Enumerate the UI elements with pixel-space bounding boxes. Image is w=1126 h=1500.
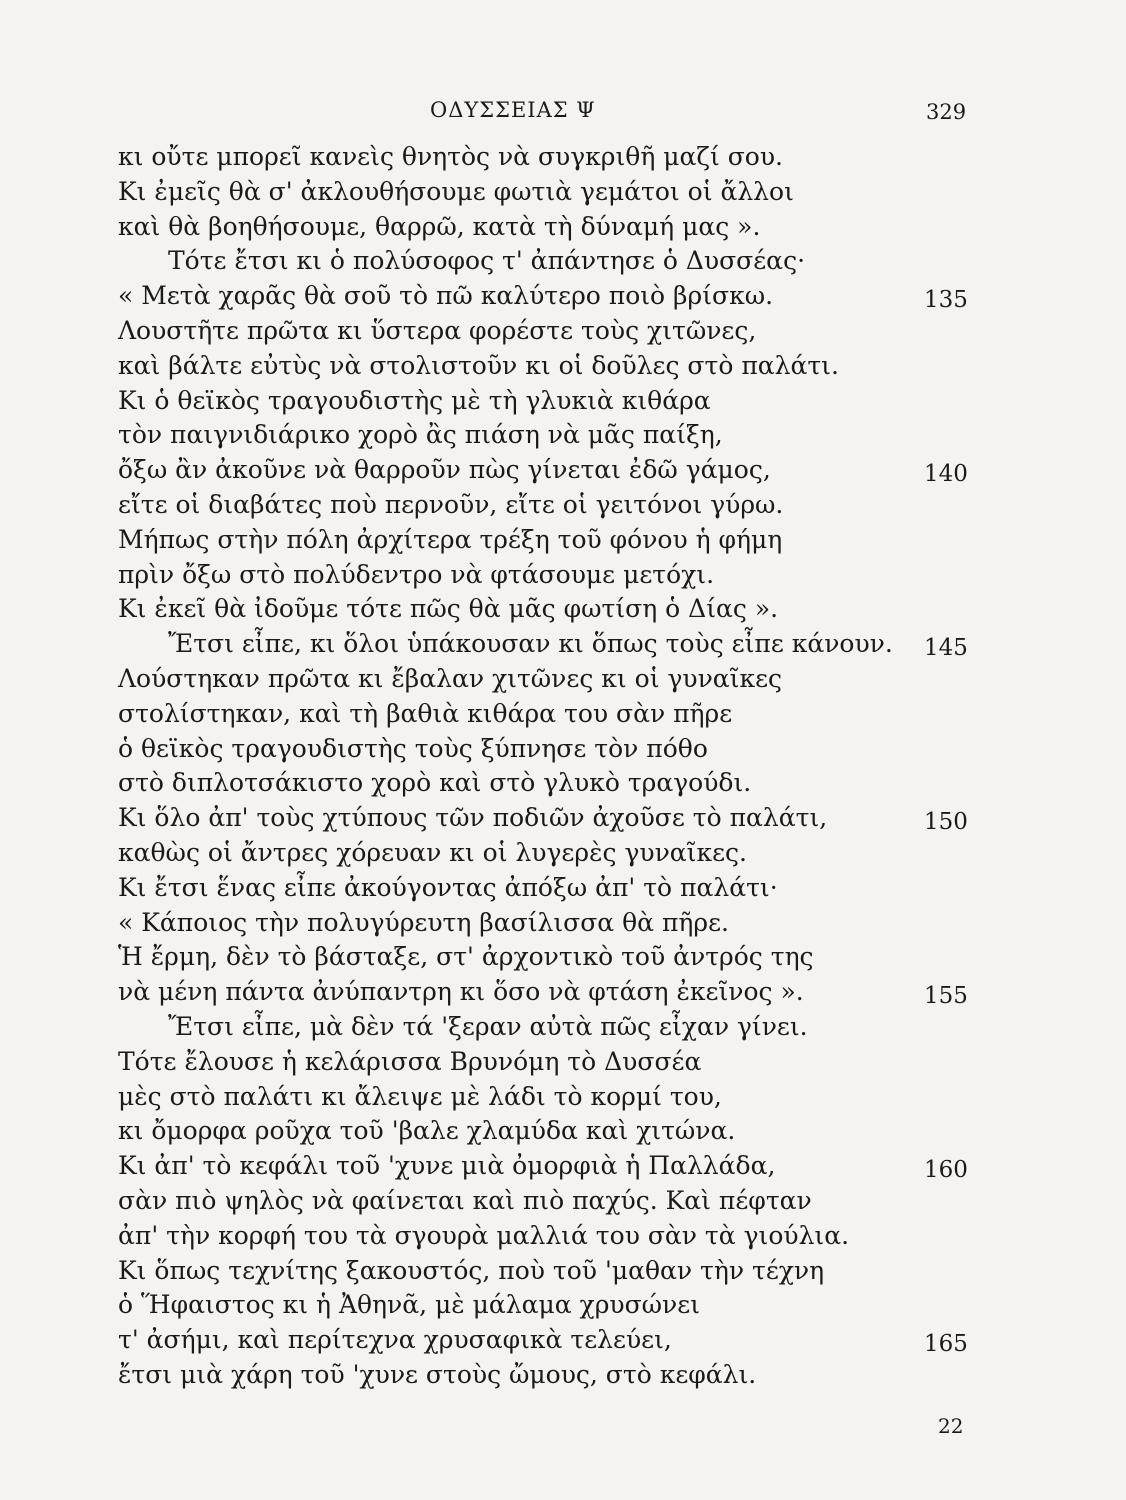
verse-text: στὸ διπλοτσάκιστο χορὸ καὶ στὸ γλυκὸ τραγούδι. <box>118 768 752 798</box>
verse-text: Ἔτσι εἶπε, μὰ δὲν τά 'ξεραν αὐτὰ πῶς εἶχαν γίνει. <box>168 1011 808 1041</box>
verse-text: στολίστηκαν, καὶ τὴ βαθιὰ κιθάρα του σὰν πῆρε <box>118 698 733 728</box>
verse-line <box>0 975 1126 1010</box>
verse-text: εἴτε οἱ διαβάτες ποὺ περνοῦν, εἴτε οἱ γειτόνοι γύρω. <box>118 489 784 519</box>
verse-text: κι ὄμορφα ροῦχα τοῦ 'βαλε χλαμύδα καὶ χιτώνα. <box>118 1116 736 1146</box>
verse-text: σὰν πιὸ ψηλὸς νὰ φαίνεται καὶ πιὸ παχύς. Καὶ πέφταν <box>118 1185 812 1215</box>
verse-text: Τότε ἔλουσε ἡ κελάρισσα Βρυνόμη τὸ Δυσσέα <box>118 1046 702 1076</box>
verse-text: Λουστῆτε πρῶτα κι ὕστερα φορέστε τοὺς χιτῶνες, <box>118 315 757 345</box>
verse-text: Κι ὁ θεϊκὸς τραγουδιστὴς μὲ τὴ γλυκιὰ κιθάρα <box>118 385 711 415</box>
running-title: ΟΔΥΣΣΕΙΑΣ Ψ <box>430 98 596 122</box>
verse-text: Κι ὅπως τεχνίτης ξακουστός, ποὺ τοῦ 'μαθαν τὴν τέχνη <box>118 1255 825 1285</box>
verse-line <box>0 210 1126 245</box>
verse-text: Τότε ἔτσι κι ὁ πολύσοφος τ' ἀπάντησε ὁ Δυσσέας· <box>168 246 806 276</box>
verse-line <box>0 175 1126 210</box>
verse-line <box>0 871 1126 906</box>
page-header <box>0 98 1126 128</box>
verse-text: καὶ θὰ βοηθήσουμε, θαρρῶ, κατὰ τὴ δύναμή μας ». <box>118 211 761 241</box>
verse-text: ἀπ' τὴν κορφή του τὰ σγουρὰ μαλλιά του σὰν τὰ γιούλια. <box>118 1220 850 1250</box>
verse-number: 140 <box>924 461 968 488</box>
verse-text: κι οὔτε μπορεῖ κανεὶς θνητὸς νὰ συγκριθῆ μαζί σου. <box>118 142 783 171</box>
verse-line <box>0 1045 1126 1080</box>
signature-mark: 22 <box>938 1414 964 1438</box>
verse-line <box>0 1184 1126 1219</box>
verse-line <box>0 1358 1126 1393</box>
verse-line <box>0 662 1126 697</box>
verse-line <box>0 1080 1126 1115</box>
verse-line <box>0 1219 1126 1254</box>
verse-text: ὁ Ἥφαιστος κι ἡ Ἀθηνᾶ, μὲ μάλαμα χρυσώνει <box>118 1290 700 1320</box>
verse-text: « Μετὰ χαρᾶς θὰ σοῦ τὸ πῶ καλύτερο ποιὸ βρίσκω. <box>118 281 774 311</box>
verse-line <box>0 940 1126 975</box>
verse-number: 145 <box>924 635 968 662</box>
verse-line <box>0 384 1126 419</box>
verse-number: 160 <box>924 1157 968 1184</box>
verse-text: μὲς στὸ παλάτι κι ἄλειψε μὲ λάδι τὸ κορμί του, <box>118 1081 722 1111</box>
verse-text: Κι ὅλο ἀπ' τοὺς χτύπους τῶν ποδιῶν ἀχοῦσε τὸ παλάτι, <box>118 803 828 833</box>
verse-line <box>0 836 1126 871</box>
verse-line <box>0 1010 1126 1045</box>
verse-line <box>0 1114 1126 1149</box>
verse-text: ἔτσι μιὰ χάρη τοῦ 'χυνε στοὺς ὤμους, στὸ κεφάλι. <box>118 1359 757 1389</box>
verse-text: τὸν παιγνιδιάρικο χορὸ ἂς πιάση νὰ μᾶς παίξη, <box>118 420 723 450</box>
verse-text: νὰ μένη πάντα ἀνύπαντρη κι ὅσο νὰ φτάση ἐκεῖνος ». <box>118 977 804 1007</box>
verse-line <box>0 349 1126 384</box>
verse-number: 165 <box>924 1331 968 1358</box>
verse-text: Κι ἐμεῖς θὰ σ' ἀκλουθήσουμε φωτιὰ γεμάτοι οἱ ἄλλοι <box>118 176 794 206</box>
verse-text: ὄξω ἂν ἀκοῦνε νὰ θαρροῦν πὼς γίνεται ἐδῶ γάμος, <box>118 455 771 485</box>
verse-line <box>0 314 1126 349</box>
verse-line <box>0 453 1126 488</box>
verse-line <box>0 418 1126 453</box>
verse-line <box>0 627 1126 662</box>
verse-text: καὶ βάλτε εὐτὺς νὰ στολιστοῦν κι οἱ δοῦλες στὸ παλάτι. <box>118 350 839 380</box>
verse-text: Κι ἀπ' τὸ κεφάλι τοῦ 'χυνε μιὰ ὀμορφιὰ ἡ Παλλάδα, <box>118 1151 776 1181</box>
verse-line <box>0 488 1126 523</box>
page-number: 329 <box>926 100 967 124</box>
verse-number: 135 <box>924 287 968 314</box>
verse-line <box>0 140 1126 175</box>
verse-line <box>0 1149 1126 1184</box>
verse-number: 155 <box>924 983 968 1010</box>
verse-text: Μήπως στὴν πόλη ἀρχίτερα τρέξη τοῦ φόνου ἡ φήμη <box>118 524 783 554</box>
verse-line <box>0 906 1126 941</box>
verse-line <box>0 732 1126 767</box>
verse-line <box>0 1288 1126 1323</box>
verse-text: Ἡ ἔρμη, δὲν τὸ βάσταξε, στ' ἀρχοντικὸ τοῦ ἀντρός της <box>118 942 814 972</box>
verse-number: 150 <box>924 809 968 836</box>
verse-text: τ' ἀσήμι, καὶ περίτεχνα χρυσαφικὰ τελεύει, <box>118 1325 672 1355</box>
verse-line <box>0 1323 1126 1358</box>
verse-line <box>0 766 1126 801</box>
verse-line <box>0 592 1126 627</box>
verse-line <box>0 244 1126 279</box>
verse-text: « Κάποιος τὴν πολυγύρευτη βασίλισσα θὰ πῆρε. <box>118 907 729 937</box>
verse-line <box>0 697 1126 732</box>
verse-text: πρὶν ὄξω στὸ πολύδεντρο νὰ φτάσουμε μετόχι. <box>118 559 715 589</box>
verse-text: Κι ἐκεῖ θὰ ἰδοῦμε τότε πῶς θὰ μᾶς φωτίση ὁ Δίας ». <box>118 594 779 624</box>
verse-text: Κι ἔτσι ἕνας εἶπε ἀκούγοντας ἀπόξω ἀπ' τὸ παλάτι· <box>118 872 778 902</box>
verse-line <box>0 801 1126 836</box>
verse-line <box>0 1254 1126 1289</box>
verse-text: καθὼς οἱ ἄντρες χόρευαν κι οἱ λυγερὲς γυναῖκες. <box>118 837 747 867</box>
verse-line <box>0 523 1126 558</box>
verse-list <box>0 140 1126 1393</box>
verse-text: Λούστηκαν πρῶτα κι ἔβαλαν χιτῶνες κι οἱ γυναῖκες <box>118 663 783 693</box>
verse-line <box>0 558 1126 593</box>
verse-text: ὁ θεϊκὸς τραγουδιστὴς τοὺς ξύπνησε τὸν πόθο <box>118 733 708 763</box>
verse-text: Ἔτσι εἶπε, κι ὅλοι ὑπάκουσαν κι ὅπως τοὺς εἶπε κάνουν. <box>168 629 893 659</box>
verse-line <box>0 279 1126 314</box>
